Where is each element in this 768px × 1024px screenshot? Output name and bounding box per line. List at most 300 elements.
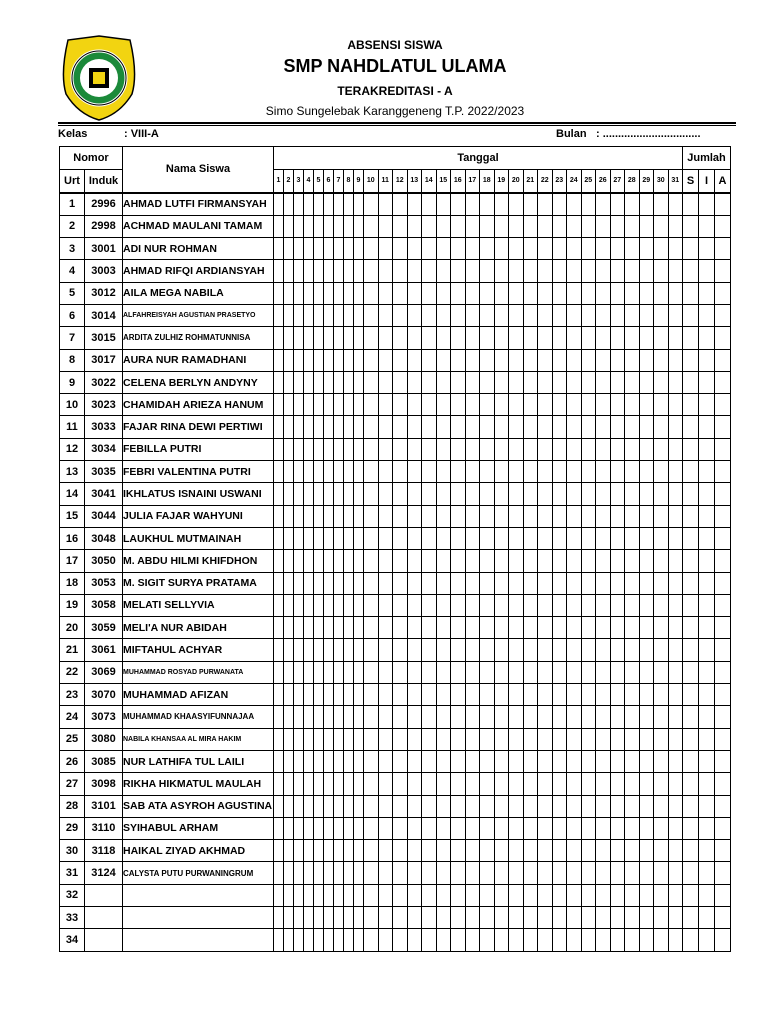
attendance-cell (523, 461, 538, 483)
attendance-cell (596, 617, 611, 639)
row-urt: 31 (60, 862, 85, 884)
attendance-cell (407, 617, 422, 639)
attendance-cell (581, 706, 596, 728)
attendance-cell (354, 795, 364, 817)
attendance-cell (354, 483, 364, 505)
attendance-cell (294, 795, 304, 817)
attendance-cell (294, 416, 304, 438)
attendance-cell (509, 817, 524, 839)
attendance-cell (334, 572, 344, 594)
attendance-cell (552, 394, 567, 416)
attendance-cell (581, 795, 596, 817)
attendance-cell (509, 728, 524, 750)
row-induk: 3014 (85, 304, 123, 326)
row-induk: 3085 (85, 750, 123, 772)
attendance-cell (451, 617, 466, 639)
attendance-cell (294, 215, 304, 237)
attendance-cell (581, 773, 596, 795)
day-header: 28 (625, 170, 640, 193)
attendance-cell (480, 483, 495, 505)
attendance-cell (344, 706, 354, 728)
attendance-cell (567, 572, 582, 594)
attendance-cell (538, 773, 553, 795)
attendance-cell (494, 929, 509, 951)
attendance-cell (465, 260, 480, 282)
attendance-cell (334, 215, 344, 237)
attendance-cell (538, 550, 553, 572)
attendance-cell (284, 750, 294, 772)
attendance-cell (451, 527, 466, 549)
row-induk: 3118 (85, 840, 123, 862)
attendance-cell (451, 215, 466, 237)
attendance-cell (422, 260, 437, 282)
attendance-cell (344, 215, 354, 237)
attendance-cell (304, 461, 314, 483)
attendance-cell (451, 817, 466, 839)
attendance-cell (625, 438, 640, 460)
attendance-cell (334, 773, 344, 795)
attendance-cell (538, 371, 553, 393)
attendance-cell (567, 416, 582, 438)
attendance-cell (480, 349, 495, 371)
attendance-cell (314, 416, 324, 438)
attendance-cell (378, 416, 393, 438)
attendance-cell (422, 215, 437, 237)
attendance-cell (639, 728, 654, 750)
student-row (60, 438, 731, 460)
attendance-cell (567, 193, 582, 216)
total-cell (683, 728, 699, 750)
total-cell (715, 550, 731, 572)
attendance-cell (538, 572, 553, 594)
attendance-cell (451, 907, 466, 929)
row-induk: 3053 (85, 572, 123, 594)
attendance-cell (274, 438, 284, 460)
total-cell (699, 884, 715, 906)
total-cell (683, 527, 699, 549)
attendance-cell (274, 483, 284, 505)
attendance-cell (407, 260, 422, 282)
attendance-cell (494, 550, 509, 572)
attendance-cell (451, 304, 466, 326)
attendance-cell (294, 817, 304, 839)
attendance-cell (596, 260, 611, 282)
attendance-cell (344, 661, 354, 683)
attendance-cell (334, 884, 344, 906)
attendance-cell (654, 884, 669, 906)
attendance-cell (334, 238, 344, 260)
attendance-cell (639, 661, 654, 683)
attendance-cell (334, 594, 344, 616)
total-cell (699, 617, 715, 639)
total-cell (683, 483, 699, 505)
attendance-cell (639, 795, 654, 817)
student-row (60, 773, 731, 795)
attendance-cell (538, 929, 553, 951)
attendance-cell (344, 260, 354, 282)
attendance-cell (610, 840, 625, 862)
attendance-cell (596, 773, 611, 795)
attendance-cell (509, 371, 524, 393)
attendance-cell (304, 327, 314, 349)
attendance-cell (314, 371, 324, 393)
attendance-cell (407, 304, 422, 326)
row-urt: 3 (60, 238, 85, 260)
attendance-cell (451, 706, 466, 728)
day-header: 2 (284, 170, 294, 193)
attendance-cell (451, 461, 466, 483)
attendance-cell (324, 594, 334, 616)
attendance-cell (625, 684, 640, 706)
attendance-cell (596, 550, 611, 572)
attendance-cell (538, 327, 553, 349)
attendance-cell (294, 550, 304, 572)
attendance-cell (344, 572, 354, 594)
attendance-cell (284, 461, 294, 483)
attendance-cell (552, 840, 567, 862)
attendance-cell (314, 461, 324, 483)
attendance-cell (314, 193, 324, 216)
attendance-cell (654, 639, 669, 661)
attendance-cell (538, 728, 553, 750)
attendance-cell (344, 773, 354, 795)
attendance-cell (407, 461, 422, 483)
attendance-cell (436, 282, 451, 304)
attendance-cell (639, 394, 654, 416)
row-induk: 3050 (85, 550, 123, 572)
attendance-cell (465, 527, 480, 549)
attendance-cell (436, 505, 451, 527)
attendance-cell (567, 505, 582, 527)
total-cell (683, 260, 699, 282)
attendance-cell (610, 572, 625, 594)
row-nama: MELI'A NUR ABIDAH (123, 617, 274, 639)
attendance-cell (436, 617, 451, 639)
total-cell (715, 728, 731, 750)
attendance-cell (567, 728, 582, 750)
attendance-cell (354, 750, 364, 772)
attendance-cell (284, 193, 294, 216)
attendance-cell (567, 304, 582, 326)
attendance-cell (284, 371, 294, 393)
attendance-cell (422, 795, 437, 817)
attendance-cell (668, 728, 683, 750)
attendance-cell (344, 840, 354, 862)
attendance-cell (344, 371, 354, 393)
attendance-cell (304, 238, 314, 260)
row-nama: AURA NUR RAMADHANI (123, 349, 274, 371)
attendance-cell (494, 617, 509, 639)
attendance-cell (364, 907, 379, 929)
attendance-cell (284, 862, 294, 884)
attendance-cell (451, 483, 466, 505)
attendance-cell (364, 572, 379, 594)
attendance-cell (654, 706, 669, 728)
attendance-cell (625, 327, 640, 349)
attendance-cell (393, 416, 408, 438)
attendance-cell (314, 929, 324, 951)
attendance-cell (668, 840, 683, 862)
attendance-cell (354, 572, 364, 594)
attendance-cell (422, 884, 437, 906)
attendance-cell (324, 840, 334, 862)
attendance-cell (284, 907, 294, 929)
attendance-cell (610, 728, 625, 750)
attendance-cell (304, 438, 314, 460)
attendance-cell (639, 438, 654, 460)
attendance-cell (581, 238, 596, 260)
attendance-cell (480, 282, 495, 304)
attendance-cell (494, 907, 509, 929)
attendance-cell (378, 617, 393, 639)
attendance-cell (314, 238, 324, 260)
attendance-cell (407, 550, 422, 572)
student-row (60, 349, 731, 371)
attendance-cell (668, 862, 683, 884)
attendance-cell (378, 862, 393, 884)
attendance-cell (567, 929, 582, 951)
attendance-cell (480, 505, 495, 527)
attendance-cell (509, 483, 524, 505)
attendance-cell (596, 594, 611, 616)
day-header: 19 (494, 170, 509, 193)
attendance-cell (654, 661, 669, 683)
row-induk: 3041 (85, 483, 123, 505)
attendance-cell (344, 594, 354, 616)
attendance-cell (344, 862, 354, 884)
row-urt: 7 (60, 327, 85, 349)
attendance-cell (294, 862, 304, 884)
attendance-cell (494, 304, 509, 326)
attendance-cell (654, 594, 669, 616)
row-urt: 26 (60, 750, 85, 772)
total-cell (683, 238, 699, 260)
attendance-cell (378, 773, 393, 795)
attendance-cell (284, 639, 294, 661)
attendance-cell (523, 661, 538, 683)
bulan-label: Bulan (556, 128, 587, 140)
attendance-cell (314, 572, 324, 594)
student-row (60, 193, 731, 216)
attendance-cell (639, 215, 654, 237)
attendance-cell (509, 572, 524, 594)
attendance-cell (422, 371, 437, 393)
attendance-cell (625, 817, 640, 839)
total-cell (699, 862, 715, 884)
attendance-cell (422, 617, 437, 639)
attendance-cell (610, 617, 625, 639)
row-induk: 3034 (85, 438, 123, 460)
attendance-cell (274, 817, 284, 839)
row-nama: LAUKHUL MUTMAINAH (123, 527, 274, 549)
attendance-cell (304, 527, 314, 549)
attendance-cell (436, 483, 451, 505)
attendance-cell (422, 394, 437, 416)
attendance-cell (451, 884, 466, 906)
attendance-cell (294, 394, 304, 416)
attendance-cell (668, 193, 683, 216)
total-cell (715, 617, 731, 639)
doc-title: ABSENSI SISWA (347, 38, 443, 52)
attendance-cell (610, 371, 625, 393)
attendance-cell (465, 238, 480, 260)
attendance-cell (509, 795, 524, 817)
attendance-cell (610, 193, 625, 216)
sia-header: I (699, 170, 715, 193)
total-cell (683, 840, 699, 862)
attendance-cell (274, 684, 284, 706)
attendance-cell (304, 728, 314, 750)
attendance-cell (523, 215, 538, 237)
attendance-cell (422, 728, 437, 750)
attendance-cell (567, 438, 582, 460)
attendance-cell (378, 461, 393, 483)
total-cell (715, 371, 731, 393)
total-cell (715, 684, 731, 706)
attendance-cell (552, 505, 567, 527)
total-cell (715, 282, 731, 304)
attendance-cell (436, 550, 451, 572)
attendance-cell (354, 684, 364, 706)
attendance-cell (378, 327, 393, 349)
attendance-cell (294, 193, 304, 216)
student-row (60, 684, 731, 706)
attendance-cell (407, 817, 422, 839)
attendance-cell (378, 795, 393, 817)
attendance-cell (393, 639, 408, 661)
row-nama: MUHAMMAD AFIZAN (123, 684, 274, 706)
row-induk: 3058 (85, 594, 123, 616)
attendance-cell (538, 461, 553, 483)
attendance-cell (639, 260, 654, 282)
attendance-cell (639, 193, 654, 216)
total-cell (715, 461, 731, 483)
total-cell (699, 238, 715, 260)
total-cell (699, 907, 715, 929)
attendance-cell (304, 550, 314, 572)
attendance-cell (596, 684, 611, 706)
total-cell (715, 661, 731, 683)
attendance-cell (378, 706, 393, 728)
total-cell (699, 394, 715, 416)
attendance-cell (364, 238, 379, 260)
attendance-cell (422, 349, 437, 371)
attendance-cell (596, 193, 611, 216)
attendance-cell (480, 215, 495, 237)
attendance-cell (654, 572, 669, 594)
attendance-cell (334, 527, 344, 549)
attendance-cell (364, 527, 379, 549)
attendance-cell (324, 505, 334, 527)
student-row (60, 929, 731, 951)
attendance-cell (494, 483, 509, 505)
attendance-cell (538, 862, 553, 884)
attendance-cell (538, 617, 553, 639)
attendance-cell (364, 617, 379, 639)
attendance-cell (538, 238, 553, 260)
student-row (60, 550, 731, 572)
attendance-cell (552, 773, 567, 795)
row-urt: 25 (60, 728, 85, 750)
attendance-cell (538, 215, 553, 237)
attendance-cell (567, 907, 582, 929)
attendance-cell (364, 304, 379, 326)
total-cell (699, 929, 715, 951)
attendance-cell (625, 193, 640, 216)
attendance-cell (581, 461, 596, 483)
attendance-cell (654, 684, 669, 706)
total-cell (699, 260, 715, 282)
attendance-cell (639, 572, 654, 594)
attendance-cell (451, 862, 466, 884)
total-cell (683, 817, 699, 839)
attendance-cell (294, 661, 304, 683)
attendance-cell (304, 907, 314, 929)
attendance-cell (436, 661, 451, 683)
attendance-cell (654, 327, 669, 349)
attendance-cell (354, 728, 364, 750)
day-header: 20 (509, 170, 524, 193)
attendance-cell (274, 215, 284, 237)
attendance-cell (538, 260, 553, 282)
attendance-cell (324, 282, 334, 304)
attendance-cell (294, 238, 304, 260)
attendance-cell (552, 929, 567, 951)
attendance-cell (596, 706, 611, 728)
attendance-cell (284, 795, 294, 817)
day-header: 8 (344, 170, 354, 193)
attendance-cell (294, 327, 304, 349)
row-nama: SAB ATA ASYROH AGUSTINA (123, 795, 274, 817)
row-urt: 22 (60, 661, 85, 683)
attendance-cell (393, 862, 408, 884)
row-nama: NABILA KHANSAA AL MIRA HAKIM (123, 728, 274, 750)
attendance-cell (581, 639, 596, 661)
attendance-cell (610, 527, 625, 549)
attendance-cell (314, 438, 324, 460)
total-cell (715, 840, 731, 862)
attendance-cell (581, 907, 596, 929)
attendance-cell (465, 639, 480, 661)
attendance-cell (314, 550, 324, 572)
row-induk: 2996 (85, 193, 123, 216)
attendance-cell (581, 750, 596, 772)
attendance-cell (364, 394, 379, 416)
attendance-cell (581, 505, 596, 527)
attendance-cell (509, 394, 524, 416)
row-induk: 3044 (85, 505, 123, 527)
attendance-cell (393, 260, 408, 282)
attendance-cell (378, 527, 393, 549)
attendance-cell (567, 706, 582, 728)
attendance-cell (523, 795, 538, 817)
attendance-cell (274, 327, 284, 349)
attendance-cell (304, 884, 314, 906)
attendance-cell (378, 817, 393, 839)
attendance-cell (581, 929, 596, 951)
attendance-cell (523, 817, 538, 839)
attendance-cell (480, 929, 495, 951)
attendance-cell (465, 594, 480, 616)
attendance-cell (552, 193, 567, 216)
attendance-cell (465, 550, 480, 572)
attendance-cell (436, 416, 451, 438)
total-cell (699, 282, 715, 304)
row-urt: 21 (60, 639, 85, 661)
attendance-cell (509, 706, 524, 728)
attendance-cell (324, 817, 334, 839)
attendance-cell (324, 304, 334, 326)
